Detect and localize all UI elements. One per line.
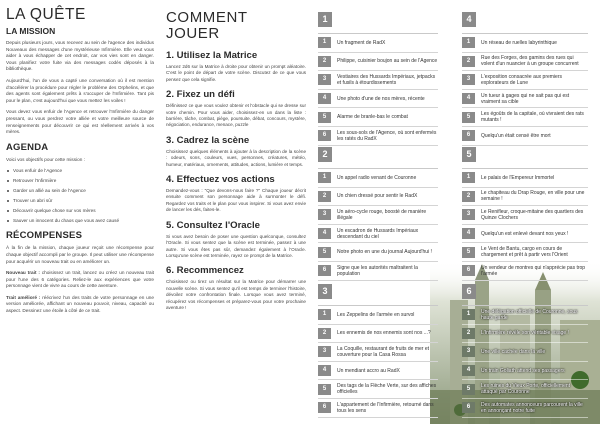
agenda-item: Trouver un abri sûr xyxy=(6,198,154,204)
matrix-row: 3 L'exposition consacrée aux premiers explorateurs de Lune xyxy=(462,71,588,90)
matrix-table-2 xyxy=(318,147,438,281)
table-number: 6 xyxy=(462,284,476,299)
agenda-item: Découvrir quelque chose sur vos mères xyxy=(6,208,154,214)
matrix-row: 3 Le Renifleur, croque-mitaine des quartiers des Quinze Clochers xyxy=(462,206,588,225)
step-heading: 3. Cadrez la scène xyxy=(166,134,250,146)
agenda-item: Retrouver l'Infirmière xyxy=(6,178,154,184)
matrix-row: 4 Un train Goliath attend ses passagers xyxy=(462,362,588,381)
matrix-row: 5 Des tags de la Flèche Verte, sur des affiches officielles xyxy=(318,380,438,399)
improved-trait-paragraph xyxy=(6,295,154,315)
mission-heading: LA MISSION xyxy=(6,26,56,36)
step-text: Demandez-vous : "Que devons-nous faire ?" Chaque joueur décrit ensuite comment son personnage aide à surmonter le défi. Regardez vos traits et le plan pour vous inspirer. Si vous avez envie de lancer les dés, faites-le. xyxy=(166,188,306,213)
matrix-row: 1 Un réseau de ruelles labyrinthique xyxy=(462,34,588,53)
step-text: Choisissez ou tirez un résultat sur la Matrice pour démarrer une nouvelle scène. Si vous sentez qu'il est temps de terminer l'histoire, dévoilez votre confrontation finale. Lorsque vous avez terminé, récupérez vos récompenses et préparez-vous pour votre prochaine aventure ! xyxy=(166,279,306,310)
matrix-row: 4 Une photo d'une de nos mères, récente xyxy=(318,90,438,109)
step-heading: 6. Recommencez xyxy=(166,265,244,277)
quest-column xyxy=(6,6,154,320)
new-trait-text: choisissez un trait, lancez ou créez un nouveau trait pour l'une des 6 catégories. Reliez-le aux expériences que votre personnage vient de vivre au cours de cette aventure. xyxy=(6,270,154,289)
rewards-heading: RÉCOMPENSES xyxy=(6,230,83,242)
step-heading: 5. Consultez l'Oracle xyxy=(166,219,260,231)
howto-title: COMMENT JOUER xyxy=(166,9,248,42)
mission-paragraph-2: Aujourd'hui, l'un de vous a capté une conversation où il est mention d'accélérer la procédure pour régler le problème des Orphelins, et que des agents sont également prêts à s'occuper de l'Infirmière. Tant pis pour le plan, c'est aujourd'hui que vous mettez les voiles ! xyxy=(6,77,154,103)
matrix-table-1 xyxy=(318,12,438,146)
agenda-heading: AGENDA xyxy=(6,141,49,153)
matrix-row: 1 Un fragment de RadX xyxy=(318,34,438,53)
matrix-row: 2 L'Infirmière révèle son véritable visage ! xyxy=(462,325,588,344)
table-number: 3 xyxy=(318,284,332,299)
mission-paragraph-1: Depuis plusieurs jours, vous recevez au sein de l'agence des individus Nouveaux des messages d'une mystérieuse Infirmière. Elle veut vous aider à vous échapper de cet endroit, car vos vies sont en danger. Vous planifiez votre fuite via des messages codés déposés à la bibliothèque. xyxy=(6,40,154,72)
matrix-row: 3 La Coquille, restaurant de fruits de mer et couverture pour la Casa Rossa xyxy=(318,343,438,362)
step-text: Lancez 2d6 sur la Matrice à droite pour obtenir un prompt aléatoire. C'est le point de départ de votre scène. Discutez de ce que vous pensez que cela signifie. xyxy=(166,64,306,82)
matrix-table-3 xyxy=(318,284,438,418)
quest-title: LA QUÊTE xyxy=(6,6,86,23)
agenda-item: Garder un allié au sein de l'Agence xyxy=(6,188,154,194)
step-text: Définissez ce que vous voulez obtenir et l'obstacle qui se dresse sur votre chemin. Pour vous aider, choisissez-en un dans la liste : barrière, tâche, combat, piège, poursuite, débat, concours, mystère, négociation, endurance, menace, puzzle xyxy=(166,103,306,128)
matrix-row: 6 Signe que les autorités maltraitent la population xyxy=(318,262,438,281)
matrix-row: 5 Les égoûts de la capitale, où vivraient des rats mutants ! xyxy=(462,108,588,127)
agenda-intro: Voici vos objectifs pour cette mission : xyxy=(6,156,85,162)
improved-trait-text: réécrivez l'un des traits de votre personnage en une version améliorée, affichant un nouveau pouvoir, niveau, capacité ou aspect. Dessinez une étoile à côté de ce trait. xyxy=(6,294,154,314)
matrix-row: 6 Des automates annonceurs parcourent la ville en annonçant notre fuite xyxy=(462,399,588,418)
agenda-list xyxy=(6,168,154,224)
matrix-table-4 xyxy=(462,12,588,146)
howto-column xyxy=(166,10,306,313)
agenda-item: Vous enfuir de l'Agence xyxy=(6,168,154,174)
matrix-row: 3 Un aéro-cycle rouge, boosté de manière illégale xyxy=(318,206,438,225)
table-number: 2 xyxy=(318,147,332,162)
agenda-item: Sauver un innocent du chaos que vous avez causé xyxy=(6,218,154,224)
matrix-row: 2 Un chien dressé pour sentir le RadX xyxy=(318,188,438,207)
new-trait-label: Nouveau trait : xyxy=(6,270,40,276)
matrix-table-6 xyxy=(462,284,588,418)
matrix-row: 5 Notre photo en une du journal Aujourd'hui ! xyxy=(318,243,438,262)
improved-trait-label: Trait amélioré : xyxy=(6,294,41,300)
matrix-row: 1 Le palais de l'Empereur Immortel xyxy=(462,169,588,188)
table-number: 4 xyxy=(462,12,476,27)
rewards-intro: À la fin de la mission, chaque joueur reçoit une récompense pour chaque objectif accompli par le groupe. Il peut utiliser une récompense pour acquérir un nouveau trait ou en améliorer un. xyxy=(6,245,154,264)
matrix-row: 6 Quelqu'un était censé être mort xyxy=(462,127,588,146)
matrix-row: 2 Philippe, cuisinier boujon au sein de l'Agence xyxy=(318,53,438,72)
matrix-row: 5 Le Vent de Bantu, cargo en cours de chargement et prêt à partir vers l'Orient xyxy=(462,243,588,262)
matrix-row: 2 Le chapiteau du Drap Rouge, en ville pour une semaine ! xyxy=(462,188,588,207)
table-number: 1 xyxy=(318,12,332,27)
matrix-row: 3 Une ville cachée dans la ville xyxy=(462,343,588,362)
matrix-row: 6 Un vendeur de montres qui n'apprécie pas trop l'armée xyxy=(462,262,588,281)
step-text: Choisissez quelques éléments à ajouter à la description de la scène : odeurs, sons, couleurs, vues, personnes, créatures, météo, humeur, matériaux, ornements, attitudes, actions, lumière et temps. xyxy=(166,148,306,167)
matrix-row: 6 L'appartement de l'Infirmière, retourné dans tous les sens xyxy=(318,399,438,418)
step-heading: 2. Fixez un défi xyxy=(166,89,235,101)
matrix-row: 1 Un appel radio venant de Couronne xyxy=(318,169,438,188)
new-trait-paragraph xyxy=(6,270,154,290)
matrix-row: 4 Un tueur à gages qui ne sait pas qui est vraiment sa cible xyxy=(462,90,588,109)
matrix-row: 5 Les ruines du Vieux Porte, officiellement attaqué par Couronne xyxy=(462,380,588,399)
matrix-row: 4 Un mendiant accro au RadX xyxy=(318,362,438,381)
matrix-row: 5 Alarme de branle-bas le combat xyxy=(318,108,438,127)
mission-paragraph-3: Vous devez vous enfuir de l'Agence et retrouver l'Infirmière du danger pressant, ou vous perdrez votre alliée et votre meilleure source de renseignements pour découvrir ce qui est réellement arrivés à vos mères. xyxy=(6,109,154,135)
matrix-row: 2 Les ennemis de nos ennemis sont nos ...? xyxy=(318,325,438,344)
step-text: Si vous avez besoin de poser une question quelconque, consultez l'Oracle. Si vous sentez que la scène est terminée, passez à une autre. Si vous êtes pas sûr, demandez également à l'Oracle. Lorsqu'une scène est terminée, rayez ce prompt de la Matrice. xyxy=(166,233,306,258)
matrix-row: 1 Une délégation officielle de Couronne, sous haute garde xyxy=(462,306,588,325)
matrix-row: 4 Quelqu'un est enlevé devant nos yeux ! xyxy=(462,225,588,244)
matrix-row: 4 Un escadron de Hussards Impériaux descendant du ciel xyxy=(318,225,438,244)
step-heading: 1. Utilisez la Matrice xyxy=(166,50,258,61)
table-number: 5 xyxy=(462,147,476,162)
matrix-row: 6 Les sous-sols de l'Agence, où sont enfermés les ratés du RadX xyxy=(318,127,438,146)
matrix-row: 3 Vestiaires des Hussards Impériaux, jetpacks et fusils à étourdissements xyxy=(318,71,438,90)
step-heading: 4. Effectuez vos actions xyxy=(166,174,275,186)
matrix-row: 2 Rue des Forges, des gamins des rues qui volent d'un nuancier à un groupe concurrent xyxy=(462,53,588,72)
matrix-row: 1 Les Zeppelins de l'armée en survol xyxy=(318,306,438,325)
matrix-table-5 xyxy=(462,147,588,281)
